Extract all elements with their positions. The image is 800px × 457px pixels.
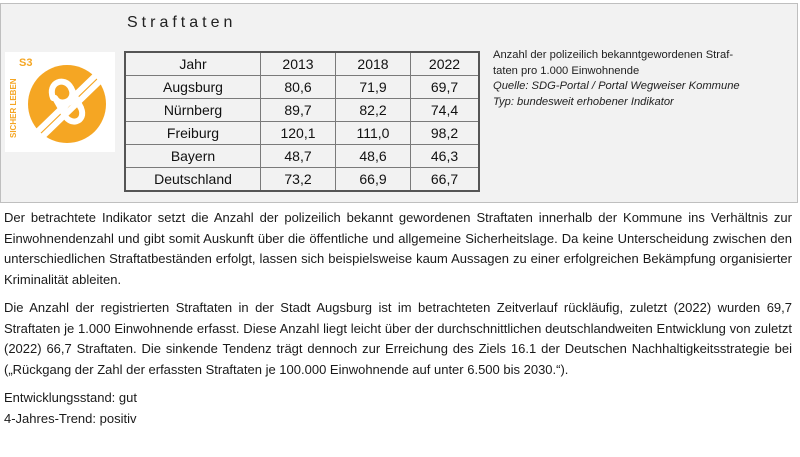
table-row <box>125 168 479 192</box>
table-header-row <box>125 52 479 76</box>
crime-rate-table <box>124 51 480 192</box>
row-label: Nürnberg <box>125 99 261 122</box>
knot-icon <box>5 52 115 152</box>
table-cell: 48,6 <box>336 145 411 168</box>
paragraph: Die Anzahl der registrierten Straftaten in der Stadt Augsburg ist im betrachteten Zeitverlauf rückläufig, zuletzt (2022) wurden 69,7 Straftaten je 1.000 Einwohnende erfasst. Diese Anzahl liegt leicht über der durchschnittlichen deutschlandweiten Entwicklung von zuletzt (2022) 66,7 Straftaten. Die sinkende Tendenz trägt dennoch zur Erreichung des Ziels 16.1 der Deutschen Nachhaltigkeitsstrategie bei („Rückgang der Zahl der erfassten Straftaten je 100.000 Einwohnende auf unter 6.500 bis 2030.“). <box>4 300 792 377</box>
source-line: Quelle: SDG-Portal / Portal Wegweiser Kommune <box>493 80 740 92</box>
table-cell: 66,7 <box>411 168 480 192</box>
paragraph: Der betrachtete Indikator setzt die Anzahl der polizeilich bekannt gewordenen Straftaten innerhalb der Kommune ins Verhältnis zur Einwohnendenzahl und gibt somit Auskunft über die öffentliche und allgemeine Sicherheitslage. Da keine Unterscheidung zwischen den unterschiedlichen Straftatbeständen erfolgt, lassen sich beispielsweise kaum Aussagen zu einer erfolgreichen Bekämpfung organisierter Kriminalität ableiten. <box>4 210 792 287</box>
table-cell: 82,2 <box>336 99 411 122</box>
trend-status: 4-Jahres-Trend: positiv <box>4 410 137 426</box>
table-row <box>125 99 479 122</box>
page-title: Straftaten <box>127 14 237 31</box>
table-cell: 120,1 <box>261 122 336 145</box>
table-cell: 69,7 <box>411 76 480 99</box>
table-cell: 80,6 <box>261 76 336 99</box>
table-cell: 71,9 <box>336 76 411 99</box>
column-header: 2018 <box>336 52 411 76</box>
row-label: Augsburg <box>125 76 261 99</box>
sicher-leben-logo <box>5 52 115 152</box>
column-header: 2022 <box>411 52 480 76</box>
development-status: Entwicklungsstand: gut <box>4 390 137 405</box>
indicator-description <box>493 48 793 110</box>
table-cell: 48,7 <box>261 145 336 168</box>
table-cell: 74,4 <box>411 99 480 122</box>
status-block <box>4 388 792 429</box>
table-cell: 89,7 <box>261 99 336 122</box>
row-label: Freiburg <box>125 122 261 145</box>
logo-text: SICHER LEBEN <box>9 78 18 138</box>
type-line: Typ: bundesweit erhobener Indikator <box>493 95 674 108</box>
table-row <box>125 76 479 99</box>
row-label: Bayern <box>125 145 261 168</box>
body-text <box>4 208 792 429</box>
description-line: taten pro 1.000 Einwohnende <box>493 64 640 77</box>
table-cell: 98,2 <box>411 122 480 145</box>
logo-code: S3 <box>19 57 33 69</box>
table-cell: 73,2 <box>261 168 336 192</box>
column-header: 2013 <box>261 52 336 76</box>
table-row <box>125 145 479 168</box>
column-header: Jahr <box>125 52 261 76</box>
table-cell: 46,3 <box>411 145 480 168</box>
table-cell: 111,0 <box>336 122 411 145</box>
description-line: Anzahl der polizeilich bekanntgewordenen Straf- <box>493 49 734 61</box>
indicator-header-panel <box>0 3 798 203</box>
table-cell: 66,9 <box>336 168 411 192</box>
row-label: Deutschland <box>125 168 261 192</box>
table-row <box>125 122 479 145</box>
